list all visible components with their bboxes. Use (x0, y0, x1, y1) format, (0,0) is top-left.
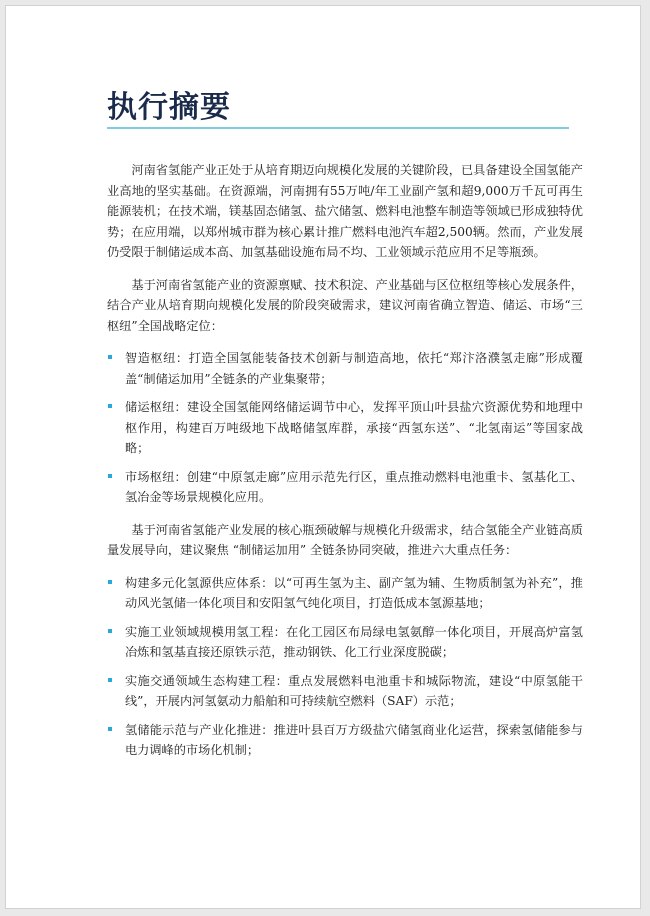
task-list (107, 573, 583, 761)
list-item (107, 720, 583, 761)
list-item (107, 573, 583, 614)
list-item-text: 市场枢纽：创建“中原氢走廊”应用示范先行区，重点推动燃料电池重卡、氢基化工、氢冶金等场景规模化应用。 (125, 469, 583, 504)
bullet-icon (108, 678, 112, 682)
list-item (107, 467, 583, 508)
document-page (5, 5, 641, 909)
list-item (107, 622, 583, 663)
bullet-icon (108, 629, 112, 633)
document-body (107, 160, 583, 773)
list-item-text: 构建多元化氢源供应体系：以“可再生氢为主、副产氢为辅、生物质制氢为补充”，推动风光氢储一体化项目和安阳氢气纯化项目，打造低成本氢源基地； (125, 575, 583, 610)
list-item (107, 671, 583, 712)
bullet-icon (108, 355, 112, 359)
bullet-icon (108, 727, 112, 731)
bullet-icon (108, 404, 112, 408)
list-item (107, 348, 583, 389)
tasks-paragraph: 基于河南省氢能产业发展的核心瓶颈破解与规模化升级需求，结合氢能全产业链高质量发展导向，建议聚焦 “制储运加用” 全链条协同突破，推进六大重点任务： (107, 522, 583, 557)
list-item-text: 实施工业领域规模用氢工程：在化工园区布局绿电氢氨醇一体化项目，开展高炉富氢冶炼和氢基直接还原铁示范，推动钢铁、化工行业深度脱碳； (125, 624, 583, 659)
hub-list (107, 348, 583, 508)
page-title: 执行摘要 (107, 90, 231, 125)
bullet-icon (108, 474, 112, 478)
list-item (107, 397, 583, 459)
title-underline (107, 127, 569, 129)
positioning-paragraph: 基于河南省氢能产业的资源禀赋、技术积淀、产业基础与区位枢纽等核心发展条件，结合产业从培育期向规模化发展的阶段突破需求，建议河南省确立智造、储运、市场“三枢纽”全国战略定位： (107, 277, 583, 333)
bullet-icon (108, 580, 112, 584)
list-item-text: 智造枢纽：打造全国氢能装备技术创新与制造高地，依托“郑汴洛濮氢走廊”形成覆盖“制储运加用”全链条的产业集聚带； (125, 351, 583, 386)
list-item-text: 实施交通领域生态构建工程：重点发展燃料电池重卡和城际物流，建设“中原氢能干线”，开展内河氢氨动力船舶和可持续航空燃料（SAF）示范； (125, 673, 583, 708)
list-item-text: 氢储能示范与产业化推进：推进叶县百万方级盐穴储氢商业化运营，探索氢储能参与电力调峰的市场化机制； (125, 722, 583, 757)
list-item-text: 储运枢纽：建设全国氢能网络储运调节中心，发挥平顶山叶县盐穴资源优势和地理中枢作用，构建百万吨级地下战略储氢库群，承接“西氢东送”、“北氢南运”等国家战略； (125, 400, 583, 455)
intro-paragraph: 河南省氢能产业正处于从培育期迈向规模化发展的关键阶段，已具备建设全国氢能产业高地的坚实基础。在资源端，河南拥有55万吨/年工业副产氢和超9,000万千瓦可再生能源装机；在技术端，镁基固态储氢、盐穴储氢、燃料电池整车制造等领域已形成独特优势；在应用端，以郑州城市群为核心累计推广燃料电池汽车超2,500辆。然而，产业发展仍受限于制储运成本高、加氢基础设施布局不均、工业领域示范应用不足等瓶颈。 (107, 163, 583, 259)
